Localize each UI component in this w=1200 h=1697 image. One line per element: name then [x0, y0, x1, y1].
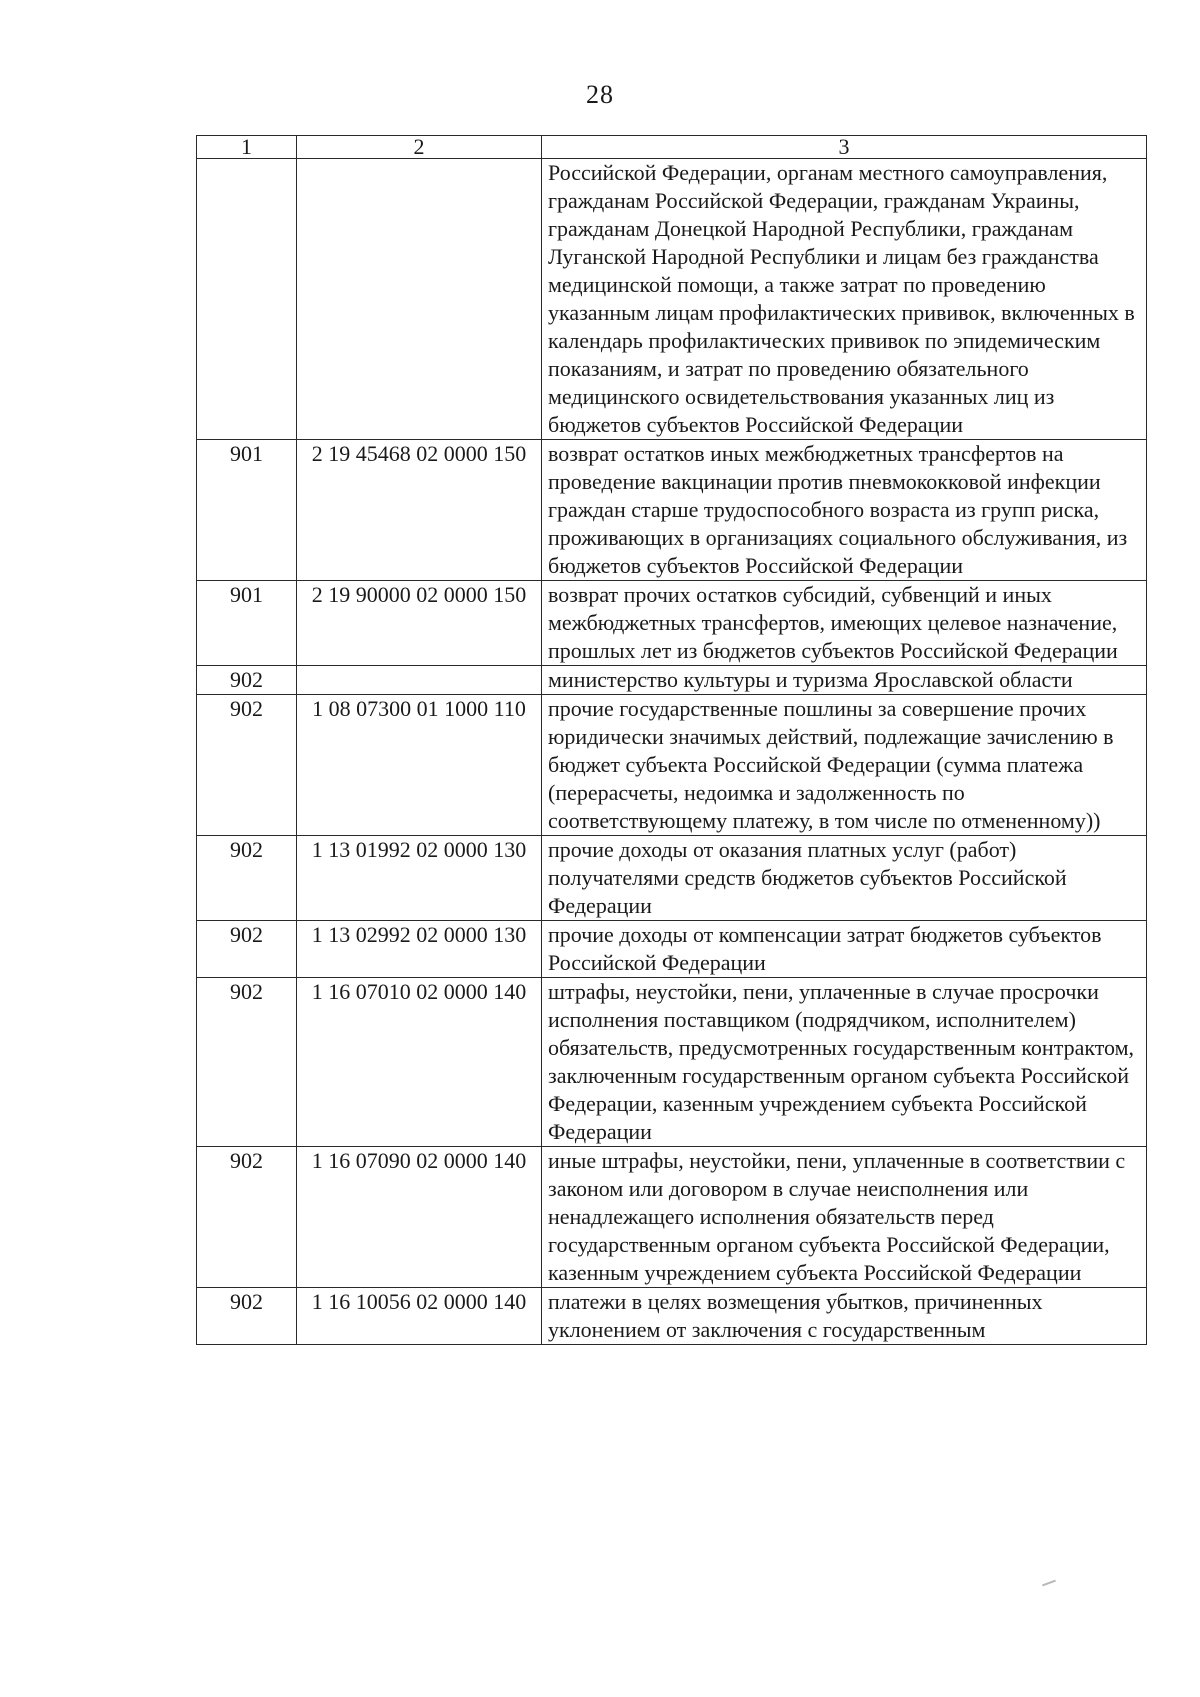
page-number: 28: [586, 80, 614, 109]
revenue-code-cell: 1 16 07010 02 0000 140: [297, 978, 542, 1147]
administrator-code-cell: 901: [197, 581, 297, 666]
table-row: [197, 666, 1147, 695]
table-row: [197, 921, 1147, 978]
revenue-description-cell: Российской Федерации, органам местного самоуправления, гражданам Российской Федерации, гражданам Украины, гражданам Донецкой Народной Республики, гражданам Луганской Народной Республики и лицам без гражданства медицинской помощи, а также затрат по проведению указанным лицам профилактических прививок, включенных в календарь профилактических прививок по эпидемическим показаниям, и затрат по проведению обязательного медицинского освидетельствования указанных лиц из бюджетов субъектов Российской Федерации: [542, 159, 1147, 440]
administrator-code-cell: 901: [197, 440, 297, 581]
scan-artifact: [1042, 1580, 1056, 1587]
table-row: [197, 836, 1147, 921]
revenue-code-cell: 1 16 10056 02 0000 140: [297, 1288, 542, 1345]
administrator-code-cell: 902: [197, 1288, 297, 1345]
administrator-code-cell: 902: [197, 978, 297, 1147]
column-header-1: 1: [197, 136, 297, 159]
revenue-description-cell: платежи в целях возмещения убытков, причиненных уклонением от заключения с государственным: [542, 1288, 1147, 1345]
column-header-3: 3: [542, 136, 1147, 159]
revenue-code-cell: 1 13 02992 02 0000 130: [297, 921, 542, 978]
table-row: [197, 581, 1147, 666]
revenue-description-cell: прочие государственные пошлины за совершение прочих юридически значимых действий, подлежащие зачислению в бюджет субъекта Российской Федерации (сумма платежа (перерасчеты, недоимка и задолженность по соответствующему платежу, в том числе по отмененному)): [542, 695, 1147, 836]
revenue-code-cell: 1 13 01992 02 0000 130: [297, 836, 542, 921]
revenue-code-cell: 1 16 07090 02 0000 140: [297, 1147, 542, 1288]
revenue-code-cell: [297, 159, 542, 440]
revenue-code-cell: 1 08 07300 01 1000 110: [297, 695, 542, 836]
revenue-description-cell: штрафы, неустойки, пени, уплаченные в случае просрочки исполнения поставщиком (подрядчиком, исполнителем) обязательств, предусмотренных государственным контрактом, заключенным государственным органом субъекта Российской Федерации, казенным учреждением субъекта Российской Федерации: [542, 978, 1147, 1147]
revenue-description-cell: прочие доходы от компенсации затрат бюджетов субъектов Российской Федерации: [542, 921, 1147, 978]
revenue-description-cell: возврат остатков иных межбюджетных трансфертов на проведение вакцинации против пневмококковой инфекции граждан старше трудоспособного возраста из групп риска, проживающих в организациях социального обслуживания, из бюджетов субъектов Российской Федерации: [542, 440, 1147, 581]
table-row: [197, 978, 1147, 1147]
revenue-code-cell: 2 19 90000 02 0000 150: [297, 581, 542, 666]
table-row: [197, 1147, 1147, 1288]
administrator-code-cell: 902: [197, 836, 297, 921]
revenue-code-cell: 2 19 45468 02 0000 150: [297, 440, 542, 581]
administrator-code-cell: 902: [197, 921, 297, 978]
budget-codes-table: [196, 135, 1147, 1345]
revenue-description-cell: прочие доходы от оказания платных услуг (работ) получателями средств бюджетов субъектов Российской Федерации: [542, 836, 1147, 921]
administrator-code-cell: [197, 159, 297, 440]
revenue-code-cell: [297, 666, 542, 695]
revenue-description-cell: министерство культуры и туризма Ярославской области: [542, 666, 1147, 695]
table-header-row: [197, 136, 1147, 159]
table-row: [197, 1288, 1147, 1345]
table-row: [197, 695, 1147, 836]
column-header-2: 2: [297, 136, 542, 159]
administrator-code-cell: 902: [197, 1147, 297, 1288]
administrator-code-cell: 902: [197, 695, 297, 836]
table-row: [197, 159, 1147, 440]
table-row: [197, 440, 1147, 581]
revenue-description-cell: иные штрафы, неустойки, пени, уплаченные в соответствии с законом или договором в случае неисполнения или ненадлежащего исполнения обязательств перед государственным органом субъекта Российской Федерации, казенным учреждением субъекта Российской Федерации: [542, 1147, 1147, 1288]
revenue-description-cell: возврат прочих остатков субсидий, субвенций и иных межбюджетных трансфертов, имеющих целевое назначение, прошлых лет из бюджетов субъектов Российской Федерации: [542, 581, 1147, 666]
administrator-code-cell: 902: [197, 666, 297, 695]
